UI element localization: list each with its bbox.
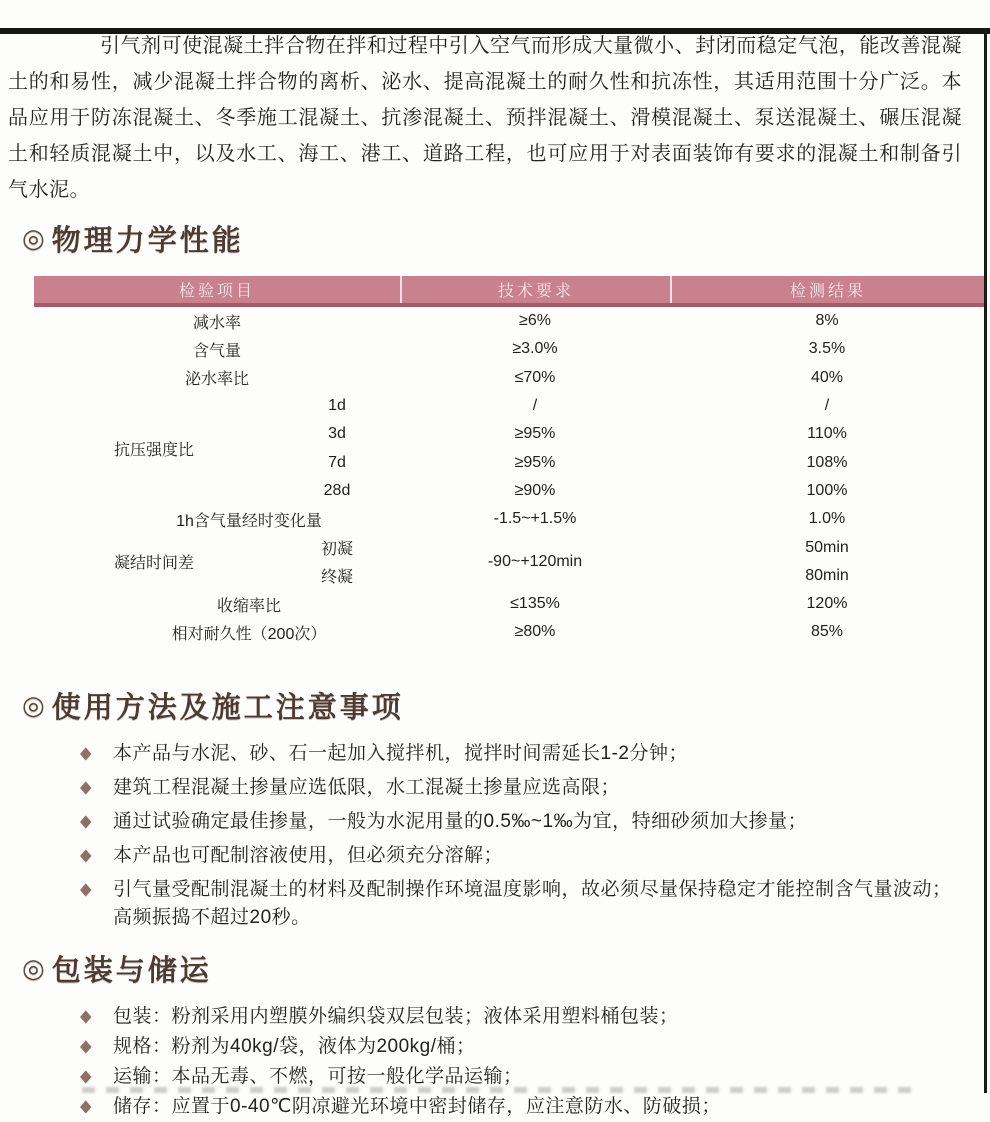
requirement-cell: ≤70% (514, 368, 556, 386)
bullet-text: 本产品也可配制溶液使用，但必须充分溶解； (113, 844, 504, 866)
bullet-text: 运输：本品无毒、不燃，可按一般化学品运输； (113, 1065, 523, 1087)
diamond-bullet-icon: ◆ (80, 777, 92, 797)
table-group-row-setting (34, 533, 984, 590)
table-group-row-strength (34, 392, 984, 505)
double-circle-icon: ◎ (22, 223, 45, 253)
result-cell: / (824, 397, 830, 415)
list-item (80, 876, 960, 932)
table-header-row (34, 276, 984, 307)
list-item (80, 1033, 960, 1060)
double-circle-icon: ◎ (22, 689, 45, 720)
result-cell: 108% (806, 453, 848, 471)
usage-bullet-list (0, 740, 990, 932)
requirement-cell: ≥95% (514, 453, 556, 471)
bullet-text: 引气量受配制混凝土的材料及配制操作环境温度影响，故必须尽量保持稳定才能控制含气量波动；高频振捣不超过20秒。 (113, 878, 952, 928)
requirement-cell: ≤135% (510, 595, 560, 613)
table-row (34, 618, 984, 646)
table-row (34, 307, 984, 335)
truncated-bottom-line (82, 1087, 912, 1093)
sub-item-cell: 7d (328, 453, 346, 471)
requirement-cell: ≥80% (514, 623, 556, 641)
sub-item-cell: 3d (328, 425, 346, 443)
result-cell: 50min (805, 538, 849, 556)
requirement-cell: -90~+120min (487, 552, 583, 570)
result-cell: 40% (810, 368, 844, 386)
section-title-physical: 物理力学性能 (51, 225, 244, 257)
section-heading-packing (22, 948, 990, 989)
group-label: 抗压强度比 (113, 441, 194, 459)
requirement-cell: / (532, 397, 538, 415)
section-heading-usage (22, 685, 990, 726)
list-item (80, 808, 960, 836)
packing-bullet-list (0, 1003, 990, 1120)
item-cell: 减水率 (192, 314, 241, 332)
list-item (80, 842, 960, 870)
sub-item-cell: 终凝 (320, 569, 353, 587)
table-row (34, 364, 984, 392)
list-item (80, 1063, 960, 1090)
section-title-usage: 使用方法及施工注意事项 (51, 691, 404, 724)
column-header-result: 检测结果 (670, 276, 984, 303)
diamond-bullet-icon: ◆ (80, 743, 92, 763)
item-cell: 收缩率比 (216, 597, 281, 615)
double-circle-icon: ◎ (22, 952, 45, 983)
requirement-cell: ≥90% (514, 481, 556, 499)
bullet-text: 建筑工程混凝土掺量应选低限，水工混凝土掺量应选高限； (113, 776, 621, 798)
requirement-cell: ≥6% (519, 312, 551, 330)
diamond-bullet-icon: ◆ (80, 845, 92, 865)
bullet-text: 储存：应置于0-40℃阴凉避光环境中密封储存，应注意防水、防破损； (113, 1095, 721, 1117)
column-header-item: 检验项目 (178, 283, 255, 300)
sub-item-cell: 1d (328, 397, 346, 415)
result-cell: 80min (805, 566, 849, 584)
requirement-cell: ≥95% (514, 425, 556, 443)
diamond-bullet-icon: ◆ (80, 1096, 92, 1116)
result-cell: 8% (815, 312, 839, 330)
group-label: 凝结时间差 (113, 555, 194, 573)
result-cell: 120% (806, 595, 848, 613)
sub-item-cell: 28d (323, 481, 351, 499)
section-title-packing: 包装与储运 (51, 954, 212, 987)
item-cell: 含气量 (192, 342, 241, 360)
scan-top-edge (0, 28, 990, 34)
list-item (80, 774, 960, 802)
diamond-bullet-icon: ◆ (80, 1036, 92, 1056)
result-cell: 100% (806, 481, 848, 499)
performance-table (34, 276, 984, 647)
result-cell: 110% (807, 425, 847, 443)
diamond-bullet-icon: ◆ (80, 811, 92, 831)
table-row (34, 505, 984, 533)
result-cell: 1.0% (808, 510, 846, 528)
table-row (34, 590, 984, 618)
table-row (34, 335, 984, 363)
item-cell: 泌水率比 (184, 371, 249, 389)
bullet-text: 规格：粉剂为40kg/袋，液体为200kg/桶； (113, 1035, 476, 1057)
bullet-text: 本产品与水泥、砂、石一起加入搅拌机，搅拌时间需延长1-2分钟； (113, 742, 688, 764)
result-cell: 3.5% (808, 340, 846, 358)
sub-item-cell: 初凝 (320, 541, 353, 559)
list-item (80, 1093, 960, 1120)
column-header-requirement: 技术要求 (400, 276, 670, 303)
requirement-cell: -1.5~+1.5% (493, 510, 577, 528)
diamond-bullet-icon: ◆ (80, 879, 92, 899)
diamond-bullet-icon: ◆ (80, 1066, 92, 1086)
list-item (80, 740, 960, 768)
list-item (80, 1003, 960, 1030)
bullet-text: 包装：粉剂采用内塑膜外编织袋双层包装；液体采用塑料桶包装； (113, 1005, 679, 1027)
result-cell: 85% (810, 623, 844, 641)
requirement-cell: ≥3.0% (512, 340, 558, 358)
diamond-bullet-icon: ◆ (80, 1006, 92, 1026)
item-cell: 相对耐久性（200次） (171, 625, 327, 643)
scan-right-edge (984, 28, 987, 1093)
section-heading-physical (22, 218, 990, 259)
item-cell: 1h含气量经时变化量 (176, 512, 322, 530)
bullet-text: 通过试验确定最佳掺量，一般为水泥用量的0.5‰~1‰为宜，特细砂须加大掺量； (113, 810, 808, 832)
intro-paragraph: 引气剂可使混凝土拌合物在拌和过程中引入空气而形成大量微小、封闭而稳定气泡，能改善混凝土的和易性，减少混凝土拌合物的离析、泌水、提高混凝土的耐久性和抗冻性，其适用范围十分广泛。本品应用于防冻混凝土、冬季施工混凝土、抗渗混凝土、预拌混凝土、滑模混凝土、泵送混凝土、碾压混凝土和轻质混凝土中，以及水工、海工、港工、道路工程，也可应用于对表面装饰有要求的混凝土和制备引气水泥。 (8, 35, 962, 201)
